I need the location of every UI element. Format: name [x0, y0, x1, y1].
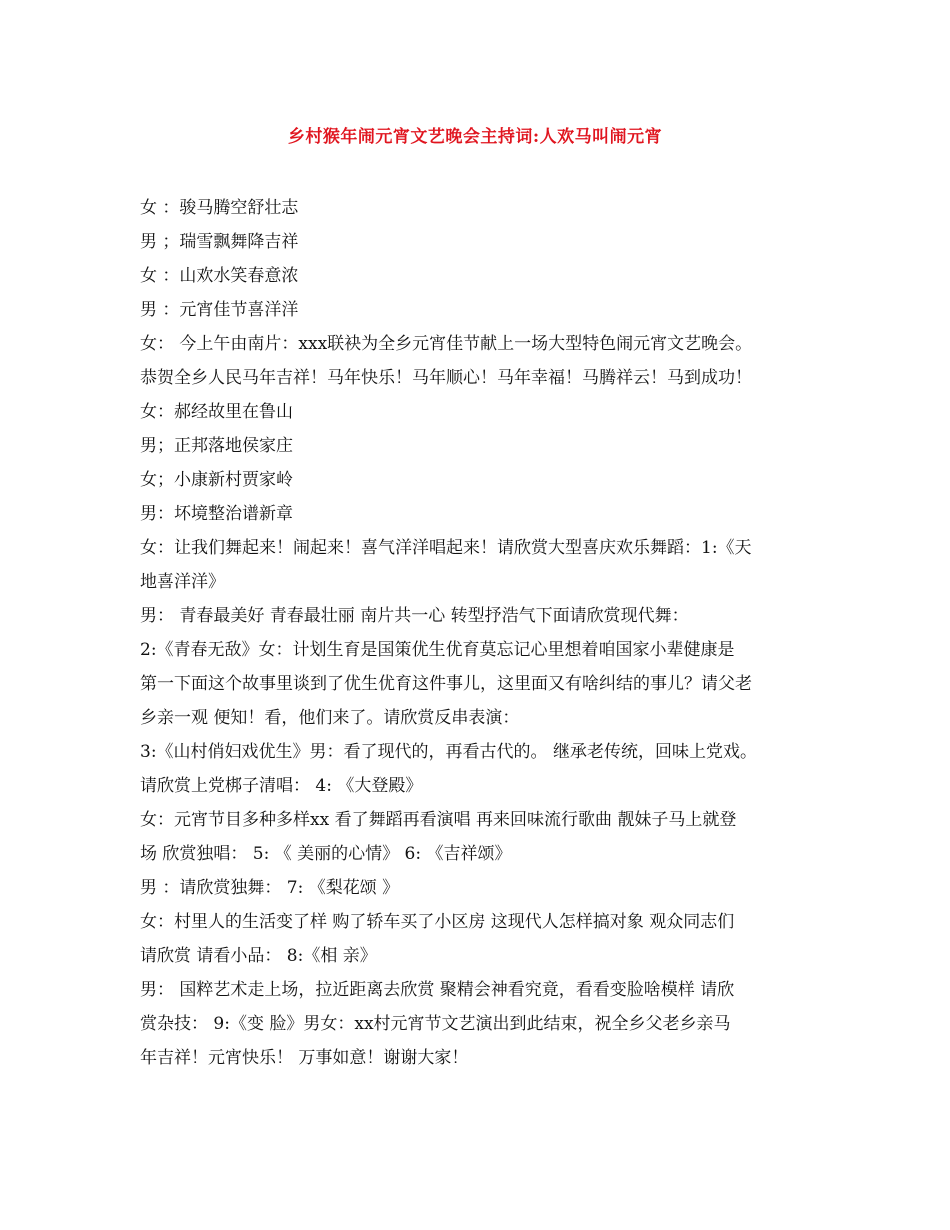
- document-title: 乡村猴年闹元宵文艺晚会主持词:人欢马叫闹元宵: [287, 127, 663, 147]
- document-body: [140, 191, 830, 1075]
- text-line: 男 ；瑞雪飘舞降吉祥: [140, 232, 299, 252]
- text-line: 第一下面这个故事里谈到了优生优育这件事儿，这里面又有啥纠结的事儿？请父老: [140, 674, 752, 694]
- text-line: 恭贺全乡人民马年吉祥！马年快乐！马年顺心！马年幸福！马腾祥云！马到成功！: [140, 368, 752, 388]
- text-line: 女；小康新村贾家岭: [140, 470, 293, 490]
- text-line: 年吉祥！元宵快乐！ 万事如意！谢谢大家！: [140, 1048, 469, 1068]
- text-line: 男： 国粹艺术走上场，拉近距离去欣赏 聚精会神看究竟，看看变脸啥模样 请欣: [140, 980, 735, 1000]
- text-line: 2:《青春无敌》女：计划生育是国策优生优育莫忘记心里想着咱国家小辈健康是: [140, 640, 735, 660]
- text-line: 乡亲一观 便知！看，他们来了。请欣赏反串表演：: [140, 708, 520, 728]
- text-line: 地喜洋洋》: [140, 572, 225, 592]
- text-line: 男：坏境整治谱新章: [140, 504, 293, 524]
- text-line: 请欣赏上党梆子清唱： 4: 《大登殿》: [140, 776, 423, 796]
- text-line: 女 ：山欢水笑春意浓: [140, 266, 299, 286]
- text-line: 场 欣赏独唱： 5: 《 美丽的心情》 6: 《吉祥颂》: [140, 844, 512, 864]
- text-line: 女：让我们舞起来！闹起来！喜气洋洋唱起来！请欣赏大型喜庆欢乐舞蹈：1:《天: [140, 538, 752, 558]
- text-line: 男： 青春最美好 青春最壮丽 南片共一心 转型抒浩气下面请欣赏现代舞：: [140, 606, 689, 626]
- text-line: 3:《山村俏妇戏优生》男：看了现代的，再看古代的。 继承老传统，回味上党戏。: [140, 742, 757, 762]
- text-line: 请欣赏 请看小品： 8:《相 亲》: [140, 946, 377, 966]
- text-line: 赏杂技： 9:《变 脸》男女：xx村元宵节文艺演出到此结束，祝全乡父老乡亲马: [140, 1014, 731, 1034]
- text-line: 女：郝经故里在鲁山: [140, 402, 293, 422]
- text-line: 男 ：元宵佳节喜洋洋: [140, 300, 299, 320]
- text-line: 男；正邦落地侯家庄: [140, 436, 293, 456]
- text-line: 女： 今上午由南片：xxx联袂为全乡元宵佳节献上一场大型特色闹元宵文艺晚会。: [140, 334, 753, 354]
- text-line: 女：村里人的生活变了样 购了轿车买了小区房 这现代人怎样搞对象 观众同志们: [140, 912, 735, 932]
- text-line: 女：元宵节目多种多样xx 看了舞蹈再看演唱 再来回味流行歌曲 靓妹子马上就登: [140, 810, 737, 830]
- text-line: 女 ：骏马腾空舒壮志: [140, 198, 299, 218]
- text-line: 男 ：请欣赏独舞： 7: 《梨花颂 》: [140, 878, 400, 898]
